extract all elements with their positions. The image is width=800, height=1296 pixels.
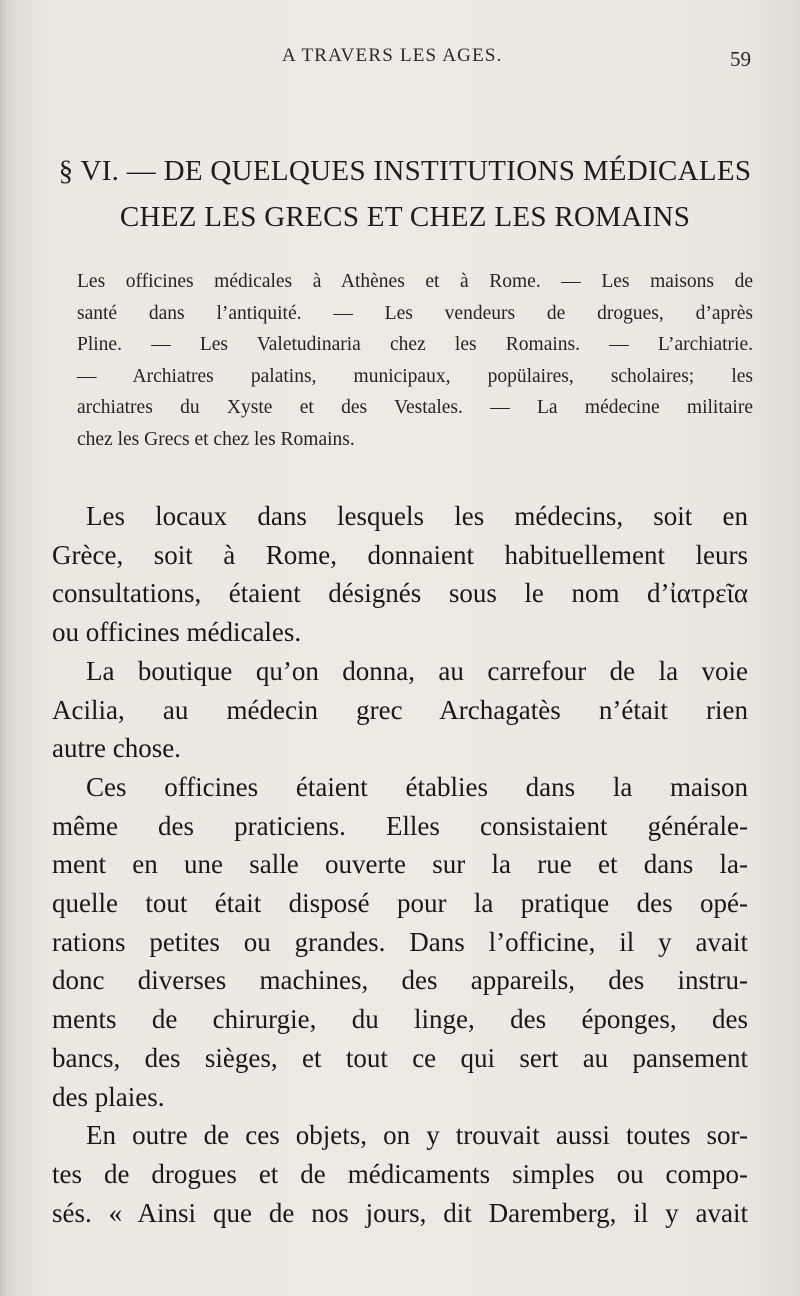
body-line: autre chose. (52, 733, 181, 764)
section-heading-line-2: CHEZ LES GRECS ET CHEZ LES ROMAINS (119, 201, 691, 233)
summary-line: chez les Grecs et chez les Romains. (77, 428, 355, 450)
summary-line: Pline. — Les Valetudinaria chez les Romains. — L’archiatrie. (77, 334, 753, 355)
summary-line: — Archiatres palatins, municipaux, popülaires, scholaires; les (77, 365, 753, 387)
page-edge-shadow (0, 0, 8, 1296)
body-line: donc diverses machines, des appareils, des instru- (52, 965, 748, 996)
body-line: Grèce, soit à Rome, donnaient habituellement leurs (52, 539, 748, 570)
body-line: Les locaux dans lesquels les médecins, soit en (86, 501, 748, 531)
body-line: même des praticiens. Elles consistaient générale- (52, 810, 748, 841)
running-title: A TRAVERS LES AGES. (282, 45, 503, 66)
body-line: Acilia, au médecin grec Archagatès n’était rien (52, 694, 748, 725)
body-line: La boutique qu’on donna, au carrefour de la voie (86, 655, 748, 686)
summary-line: Les officines médicales à Athènes et à Rome. — Les maisons de (77, 271, 753, 292)
body-text (52, 497, 748, 1232)
body-line: rations petites ou grandes. Dans l’officine, il y avait (52, 926, 748, 957)
body-line: ou officines médicales. (52, 617, 302, 648)
body-line: ments de chirurgie, du linge, des éponges, des (52, 1004, 748, 1035)
page-number: 59 (730, 47, 751, 71)
body-line: bancs, des sièges, et tout ce qui sert au pansement (52, 1042, 748, 1073)
body-line: sés. « Ainsi que de nos jours, dit Daremberg, il y avait (52, 1197, 748, 1228)
section-heading-line-1: § VI. — DE QUELQUES INSTITUTIONS MÉDICALES (58, 155, 752, 187)
body-line: quelle tout était disposé pour la pratique des opé- (52, 888, 748, 919)
section-heading (40, 148, 770, 240)
body-line: Ces officines étaient établies dans la maison (86, 771, 748, 802)
body-line: consultations, étaient désignés sous le nom d’ἰατρεῖα (52, 578, 748, 609)
body-line: tes de drogues et de médicaments simples ou compo- (52, 1158, 748, 1189)
summary-line: santé dans l’antiquité. — Les vendeurs de drogues, d’après (77, 302, 753, 324)
running-head (0, 45, 800, 75)
section-summary (77, 266, 753, 455)
body-line: des plaies. (52, 1081, 165, 1112)
summary-line: archiatres du Xyste et des Vestales. — La médecine militaire (77, 397, 753, 418)
body-line: ment en une salle ouverte sur la rue et dans la- (52, 849, 748, 880)
body-line: En outre de ces objets, on y trouvait aussi toutes sor- (86, 1120, 748, 1151)
